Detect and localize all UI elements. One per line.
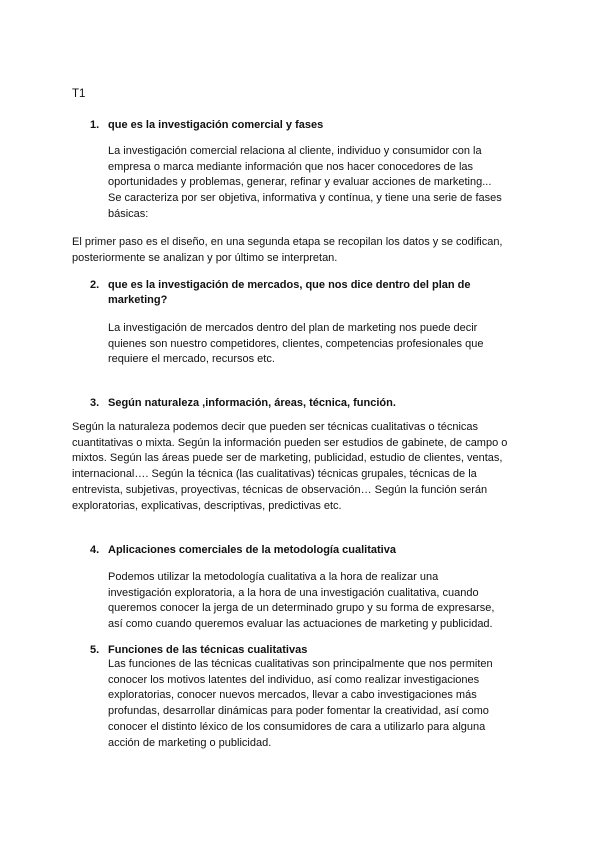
document-label: T1: [72, 88, 86, 100]
section-5-title: Funciones de las técnicas cualitativas: [108, 644, 308, 656]
section-1-title: que es la investigación comercial y fases: [108, 119, 324, 131]
section-1-number: 1.: [90, 119, 100, 131]
section-5-paragraph-1: Las funciones de las técnicas cualitativas son principalmente que nos permiten conocer los motivos latentes del individuo, así como realizar investigaciones exploratorias, conocer nuevos mercados, llevar a cabo investigaciones más profundas, desarrollar dinámicas para poder fomentar la creatividad, así como conocer el distinto léxico de los consumidores de cara a utilizarlo para alguna acción de marketing o publicidad.: [108, 658, 493, 749]
section-2-number: 2.: [90, 279, 100, 291]
section-3-number: 3.: [90, 397, 100, 409]
section-5-number: 5.: [90, 644, 100, 656]
section-4-number: 4.: [90, 544, 100, 556]
section-2-heading: [90, 278, 500, 308]
section-3-title: Según naturaleza ,información, áreas, técnica, función.: [108, 397, 396, 409]
section-2-title: que es la investigación de mercados, que nos dice dentro del plan de marketing?: [108, 279, 471, 306]
section-1-paragraph-3: El primer paso es el diseño, en una segunda etapa se recopilan los datos y se codifican, posteriormente se analizan y por último se interpretan.: [72, 236, 503, 264]
section-3-paragraph-1: Según la naturaleza podemos decir que pueden ser técnicas cualitativas o técnicas cuantitativas o mixta. Según la información pueden ser estudios de gabinete, de campo o mixtos. Según las áreas puede ser de marketing, publicidad, estudio de clientes, ventas, internacional…. Según la técnica (las cualitativas) técnicas grupales, técnicas de la entrevista, subjetivas, proyectivas, técnicas de observación… Según la función serán exploratorias, explicativas, descriptivas, predictivas etc.: [72, 421, 508, 512]
section-4-paragraph-1: Podemos utilizar la metodología cualitativa a la hora de realizar una investigación exploratoria, a la hora de una investigación cualitativa, cuando queremos conocer la jerga de un determinado grupo y su forma de expresarse, así como cuando queremos evaluar las actuaciones de marketing y publicidad.: [108, 571, 495, 631]
section-2-paragraph-1: La investigación de mercados dentro del plan de marketing nos puede decir quienes son nuestro competidores, clientes, competencias profesionales que requiere el mercado, recursos etc.: [108, 322, 484, 366]
section-1-paragraph-2: Se caracteriza por ser objetiva, informativa y contínua, y tiene una serie de fases básicas:: [108, 192, 502, 220]
section-5-heading: [90, 643, 500, 658]
section-3-heading: [90, 396, 500, 411]
section-4-title: Aplicaciones comerciales de la metodología cualitativa: [108, 544, 396, 556]
section-4-heading: [90, 543, 500, 558]
section-1-paragraph-1: La investigación comercial relaciona al cliente, individuo y consumidor con la empresa o marca mediante información que nos hacer conocedores de las oportunidades y problemas, generar, refinar y evaluar acciones de marketing...: [108, 145, 492, 189]
section-1-heading: [90, 118, 500, 133]
